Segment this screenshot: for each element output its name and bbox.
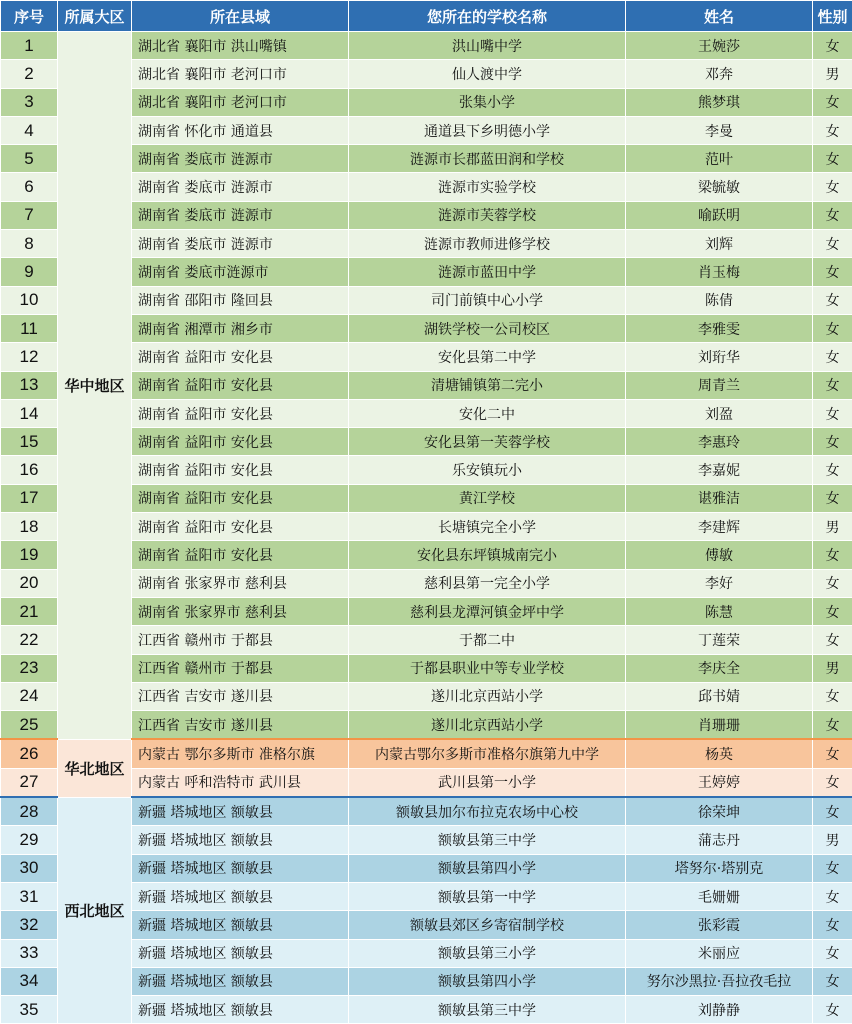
school-cell: 黄江学校 (349, 484, 626, 512)
name-cell: 傅敏 (626, 541, 813, 569)
name-cell: 米丽应 (626, 939, 813, 967)
gender-cell: 女 (813, 230, 852, 258)
area-cell: 湖南省 湘潭市 湘乡市 (132, 314, 349, 342)
school-cell: 清塘铺镇第二完小 (349, 371, 626, 399)
school-cell: 额敏县第三小学 (349, 939, 626, 967)
row-index: 30 (1, 854, 58, 882)
school-cell: 额敏县加尔布拉克农场中心校 (349, 797, 626, 826)
school-cell: 涟源市芙蓉学校 (349, 201, 626, 229)
row-index: 27 (1, 768, 58, 797)
row-index: 23 (1, 654, 58, 682)
gender-cell: 女 (813, 116, 852, 144)
area-cell: 新疆 塔城地区 额敏县 (132, 939, 349, 967)
area-cell: 湖南省 娄底市涟源市 (132, 258, 349, 286)
gender-cell: 女 (813, 258, 852, 286)
area-cell: 湖南省 益阳市 安化县 (132, 371, 349, 399)
school-cell: 额敏县第一中学 (349, 882, 626, 910)
row-index: 28 (1, 797, 58, 826)
school-cell: 额敏县第三中学 (349, 996, 626, 1024)
school-cell: 额敏县第四小学 (349, 854, 626, 882)
school-cell: 张集小学 (349, 88, 626, 116)
name-cell: 刘静静 (626, 996, 813, 1024)
gender-cell: 女 (813, 967, 852, 995)
school-cell: 安化二中 (349, 399, 626, 427)
name-cell: 徐荣坤 (626, 797, 813, 826)
region-label: 华中地区 (58, 32, 132, 740)
name-cell: 范叶 (626, 145, 813, 173)
gender-cell: 女 (813, 399, 852, 427)
gender-cell: 女 (813, 768, 852, 797)
area-cell: 湖南省 益阳市 安化县 (132, 399, 349, 427)
gender-cell: 女 (813, 797, 852, 826)
area-cell: 湖南省 益阳市 安化县 (132, 428, 349, 456)
header-gender: 性别 (813, 1, 852, 32)
area-cell: 湖南省 益阳市 安化县 (132, 484, 349, 512)
area-cell: 内蒙古 呼和浩特市 武川县 (132, 768, 349, 797)
row-index: 32 (1, 911, 58, 939)
name-cell: 李雅雯 (626, 314, 813, 342)
school-cell: 慈利县龙潭河镇金坪中学 (349, 597, 626, 625)
gender-cell: 男 (813, 60, 852, 88)
school-cell: 涟源市实验学校 (349, 173, 626, 201)
name-cell: 肖珊珊 (626, 711, 813, 740)
school-cell: 额敏县郊区乡寄宿制学校 (349, 911, 626, 939)
name-cell: 肖玉梅 (626, 258, 813, 286)
area-cell: 湖南省 娄底市 涟源市 (132, 201, 349, 229)
school-cell: 武川县第一小学 (349, 768, 626, 797)
row-index: 11 (1, 314, 58, 342)
school-cell: 乐安镇玩小 (349, 456, 626, 484)
row-index: 29 (1, 826, 58, 854)
name-cell: 努尔沙黑拉·吾拉孜毛拉 (626, 967, 813, 995)
school-cell: 洪山嘴中学 (349, 32, 626, 60)
row-index: 14 (1, 399, 58, 427)
row-index: 26 (1, 739, 58, 768)
header-index: 序号 (1, 1, 58, 32)
area-cell: 湖北省 襄阳市 洪山嘴镇 (132, 32, 349, 60)
gender-cell: 女 (813, 343, 852, 371)
area-cell: 湖南省 怀化市 通道县 (132, 116, 349, 144)
area-cell: 湖南省 益阳市 安化县 (132, 456, 349, 484)
row-index: 1 (1, 32, 58, 60)
gender-cell: 女 (813, 201, 852, 229)
gender-cell: 女 (813, 173, 852, 201)
row-index: 22 (1, 626, 58, 654)
area-cell: 内蒙古 鄂尔多斯市 准格尔旗 (132, 739, 349, 768)
area-cell: 新疆 塔城地区 额敏县 (132, 967, 349, 995)
school-cell: 长塘镇完全小学 (349, 513, 626, 541)
header-area: 所在县域 (132, 1, 349, 32)
row-index: 6 (1, 173, 58, 201)
gender-cell: 女 (813, 541, 852, 569)
gender-cell: 女 (813, 145, 852, 173)
gender-cell: 女 (813, 314, 852, 342)
area-cell: 湖南省 邵阳市 隆回县 (132, 286, 349, 314)
school-cell: 安化县第一芙蓉学校 (349, 428, 626, 456)
school-cell: 司门前镇中心小学 (349, 286, 626, 314)
row-index: 8 (1, 230, 58, 258)
row-index: 13 (1, 371, 58, 399)
name-cell: 李好 (626, 569, 813, 597)
school-cell: 内蒙古鄂尔多斯市准格尔旗第九中学 (349, 739, 626, 768)
name-cell: 陈慧 (626, 597, 813, 625)
gender-cell: 女 (813, 996, 852, 1024)
row-index: 20 (1, 569, 58, 597)
area-cell: 新疆 塔城地区 额敏县 (132, 854, 349, 882)
table-row (1, 797, 852, 826)
row-index: 7 (1, 201, 58, 229)
area-cell: 湖南省 益阳市 安化县 (132, 343, 349, 371)
row-index: 17 (1, 484, 58, 512)
name-cell: 李建辉 (626, 513, 813, 541)
roster-body (1, 32, 852, 1024)
school-cell: 于都县职业中等专业学校 (349, 654, 626, 682)
row-index: 3 (1, 88, 58, 116)
name-cell: 李曼 (626, 116, 813, 144)
name-cell: 杨英 (626, 739, 813, 768)
gender-cell: 女 (813, 626, 852, 654)
name-cell: 邱书婧 (626, 682, 813, 710)
row-index: 12 (1, 343, 58, 371)
name-cell: 喻跃明 (626, 201, 813, 229)
name-cell: 毛姗姗 (626, 882, 813, 910)
area-cell: 湖南省 娄底市 涟源市 (132, 145, 349, 173)
gender-cell: 男 (813, 826, 852, 854)
name-cell: 梁毓敏 (626, 173, 813, 201)
name-cell: 刘辉 (626, 230, 813, 258)
school-cell: 安化县第二中学 (349, 343, 626, 371)
header-school: 您所在的学校名称 (349, 1, 626, 32)
gender-cell: 女 (813, 739, 852, 768)
gender-cell: 女 (813, 371, 852, 399)
area-cell: 湖南省 张家界市 慈利县 (132, 597, 349, 625)
school-cell: 遂川北京西站小学 (349, 711, 626, 740)
table-row (1, 739, 852, 768)
gender-cell: 女 (813, 456, 852, 484)
name-cell: 李庆全 (626, 654, 813, 682)
school-cell: 涟源市长郡蓝田润和学校 (349, 145, 626, 173)
school-cell: 额敏县第四小学 (349, 967, 626, 995)
area-cell: 新疆 塔城地区 额敏县 (132, 882, 349, 910)
gender-cell: 女 (813, 682, 852, 710)
row-index: 25 (1, 711, 58, 740)
gender-cell: 女 (813, 484, 852, 512)
gender-cell: 女 (813, 428, 852, 456)
gender-cell: 女 (813, 882, 852, 910)
school-cell: 于都二中 (349, 626, 626, 654)
row-index: 15 (1, 428, 58, 456)
school-cell: 额敏县第三中学 (349, 826, 626, 854)
name-cell: 熊梦琪 (626, 88, 813, 116)
name-cell: 李惠玲 (626, 428, 813, 456)
row-index: 24 (1, 682, 58, 710)
gender-cell: 女 (813, 286, 852, 314)
row-index: 35 (1, 996, 58, 1024)
table-row (1, 32, 852, 60)
gender-cell: 女 (813, 711, 852, 740)
area-cell: 湖南省 张家界市 慈利县 (132, 569, 349, 597)
region-label: 华北地区 (58, 739, 132, 797)
name-cell: 邓奔 (626, 60, 813, 88)
area-cell: 新疆 塔城地区 额敏县 (132, 826, 349, 854)
school-cell: 慈利县第一完全小学 (349, 569, 626, 597)
row-index: 18 (1, 513, 58, 541)
name-cell: 蒲志丹 (626, 826, 813, 854)
gender-cell: 男 (813, 654, 852, 682)
gender-cell: 女 (813, 597, 852, 625)
name-cell: 陈倩 (626, 286, 813, 314)
area-cell: 新疆 塔城地区 额敏县 (132, 996, 349, 1024)
school-cell: 涟源市蓝田中学 (349, 258, 626, 286)
row-index: 10 (1, 286, 58, 314)
area-cell: 湖北省 襄阳市 老河口市 (132, 88, 349, 116)
name-cell: 张彩霞 (626, 911, 813, 939)
area-cell: 湖北省 襄阳市 老河口市 (132, 60, 349, 88)
area-cell: 江西省 吉安市 遂川县 (132, 711, 349, 740)
name-cell: 刘珩华 (626, 343, 813, 371)
area-cell: 湖南省 益阳市 安化县 (132, 541, 349, 569)
row-index: 5 (1, 145, 58, 173)
row-index: 9 (1, 258, 58, 286)
name-cell: 周青兰 (626, 371, 813, 399)
row-index: 31 (1, 882, 58, 910)
name-cell: 王婉莎 (626, 32, 813, 60)
row-index: 2 (1, 60, 58, 88)
school-cell: 涟源市教师进修学校 (349, 230, 626, 258)
row-index: 21 (1, 597, 58, 625)
header-region: 所属大区 (58, 1, 132, 32)
region-label: 西北地区 (58, 797, 132, 1024)
area-cell: 湖南省 娄底市 涟源市 (132, 230, 349, 258)
header-row (1, 1, 852, 32)
school-cell: 湖铁学校一公司校区 (349, 314, 626, 342)
header-name: 姓名 (626, 1, 813, 32)
row-index: 19 (1, 541, 58, 569)
area-cell: 新疆 塔城地区 额敏县 (132, 797, 349, 826)
area-cell: 新疆 塔城地区 额敏县 (132, 911, 349, 939)
row-index: 33 (1, 939, 58, 967)
gender-cell: 女 (813, 32, 852, 60)
gender-cell: 女 (813, 88, 852, 116)
gender-cell: 女 (813, 939, 852, 967)
area-cell: 江西省 赣州市 于都县 (132, 654, 349, 682)
gender-cell: 女 (813, 569, 852, 597)
school-cell: 遂川北京西站小学 (349, 682, 626, 710)
name-cell: 谌雅洁 (626, 484, 813, 512)
gender-cell: 男 (813, 513, 852, 541)
gender-cell: 女 (813, 854, 852, 882)
name-cell: 刘盈 (626, 399, 813, 427)
area-cell: 江西省 赣州市 于都县 (132, 626, 349, 654)
name-cell: 王婷婷 (626, 768, 813, 797)
name-cell: 李嘉妮 (626, 456, 813, 484)
area-cell: 湖南省 娄底市 涟源市 (132, 173, 349, 201)
row-index: 4 (1, 116, 58, 144)
row-index: 16 (1, 456, 58, 484)
name-cell: 丁莲荣 (626, 626, 813, 654)
school-cell: 安化县东坪镇城南完小 (349, 541, 626, 569)
school-cell: 通道县下乡明德小学 (349, 116, 626, 144)
area-cell: 江西省 吉安市 遂川县 (132, 682, 349, 710)
area-cell: 湖南省 益阳市 安化县 (132, 513, 349, 541)
gender-cell: 女 (813, 911, 852, 939)
row-index: 34 (1, 967, 58, 995)
school-cell: 仙人渡中学 (349, 60, 626, 88)
name-cell: 塔努尔·塔别克 (626, 854, 813, 882)
